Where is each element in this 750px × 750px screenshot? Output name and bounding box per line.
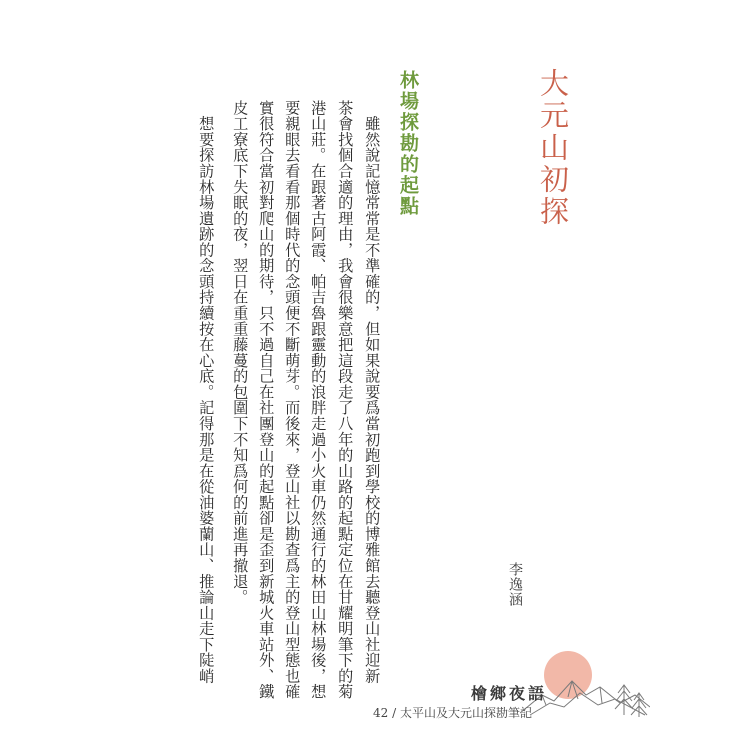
body-line: 皮工寮底下失眠的夜，翌日在重重藤蔓的包圍下不知爲何的前進再撤退。 bbox=[231, 100, 250, 605]
body-line: 實很符合當初對爬山的期待，只不過自己在社團登山的起點卻是歪到新城火車站外、鐵 bbox=[257, 100, 276, 700]
body-line: 茶會找個合適的理由，我會很樂意把這段走了八年的山路的起點定位在甘耀明筆下的菊 bbox=[336, 100, 355, 700]
body-line: 港山莊。在跟著古阿霞、帕吉魯跟靈動的浪胖走過小火車仍然通行的林田山林場後，想 bbox=[309, 100, 328, 700]
body-line: 要親眼去看看那個時代的念頭便不斷萌芽。而後來，登山社以勘查爲主的登山型態也確 bbox=[283, 100, 302, 700]
section-heading: 林場探勘的起點 bbox=[397, 70, 419, 217]
author-name: 李逸涵 bbox=[507, 562, 523, 607]
body-line: 想要探訪林場遺跡的念頭持續按在心底。記得那是在從油婆蘭山、推論山走下陡峭 bbox=[197, 100, 216, 684]
body-line: 雖然說記憶常常是不準確的，但如果說要爲當初跑到學校的博雅館去聽登山社迎新 bbox=[363, 100, 382, 684]
page-folio: 42 / 太平山及大元山探勘筆記 bbox=[373, 706, 532, 720]
chapter-title: 大元山初探 bbox=[536, 68, 570, 228]
series-title: 檜鄉夜語 bbox=[471, 684, 548, 703]
sun-icon bbox=[544, 651, 592, 699]
